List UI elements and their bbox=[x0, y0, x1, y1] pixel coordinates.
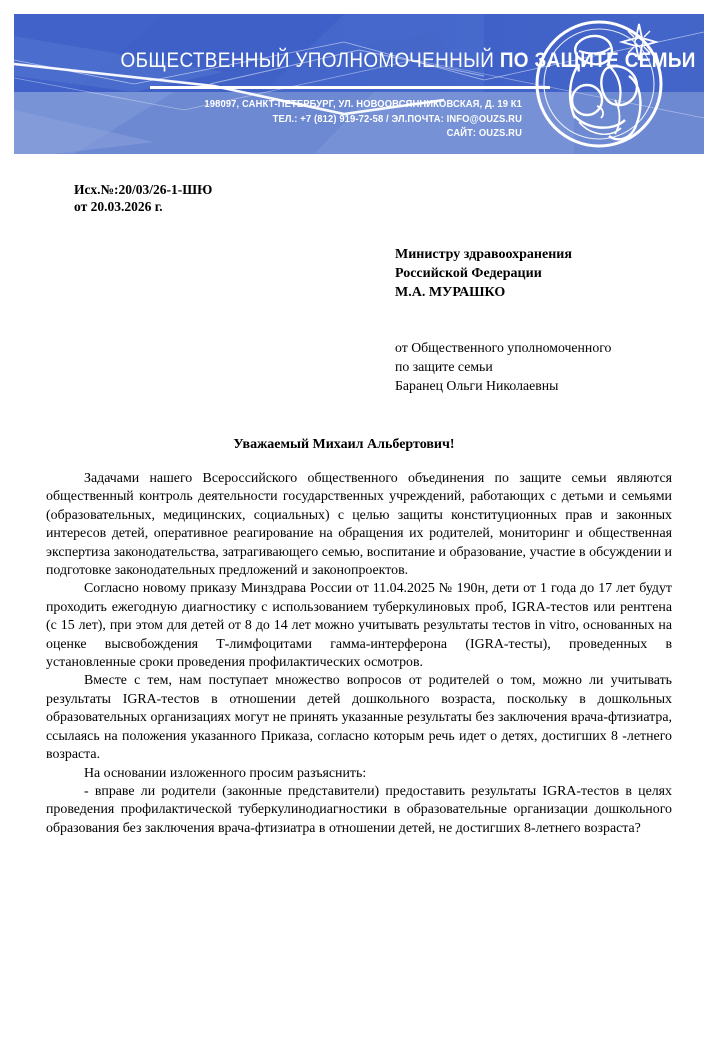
body-paragraph-3: Вместе с тем, нам поступает множество вопросов от родителей о том, можно ли учитывать результаты IGRA-тестов в отношении детей дошкольного возраста, поскольку в дошкольных образовательных организациях могут не принять указанные результаты без заключения врача-фтизиатра, ссылаясь на положения указанного Приказа, согласно которым речь идет о детях, достигших 8 -летнего возраста. bbox=[46, 673, 672, 763]
salutation: Уважаемый Михаил Альбертович! bbox=[233, 437, 455, 452]
sender-line-1: от Общественного уполномоченного bbox=[395, 340, 612, 355]
document-body bbox=[0, 182, 718, 838]
letter-body bbox=[46, 470, 672, 838]
phone-email-line: ТЕЛ.: +7 (812) 919-72-58 / ЭЛ.ПОЧТА: INFO@OUZS.RU bbox=[272, 113, 522, 125]
organization-title-bold: ПО ЗАЩИТЕ СЕМЬИ bbox=[499, 48, 696, 72]
outgoing-number: Исх.№:20/03/26-1-ШЮ bbox=[74, 182, 213, 197]
letterhead-banner bbox=[14, 14, 704, 154]
addressee-name: М.А. МУРАШКО bbox=[395, 285, 506, 300]
outgoing-reference-block bbox=[46, 182, 672, 215]
sender-name: Баранец Ольги Николаевны bbox=[395, 378, 559, 393]
letterhead-contacts bbox=[191, 98, 522, 142]
title-divider-rule bbox=[150, 86, 550, 89]
organization-title-light: ОБЩЕСТВЕННЫЙ УПОЛНОМОЧЕННЫЙ bbox=[120, 48, 500, 72]
addressee-block bbox=[46, 245, 672, 302]
organization-title bbox=[120, 48, 696, 73]
website-line: САЙТ: OUZS.RU bbox=[446, 128, 522, 139]
outgoing-date: от 20.03.2026 г. bbox=[74, 198, 163, 214]
sender-block bbox=[46, 338, 672, 395]
body-paragraph-2: Согласно новому приказу Минздрава России от 11.04.2025 № 190н, дети от 1 года до 17 лет будут проходить ежегодную диагностику с использованием туберкулиновых проб, IGRA-тестов или рентгена (с 15 лет), при этом для детей от 8 до 14 лет можно учитывать результаты тестов in vitro, основанных на оценке высвобождения Т-лимфоцитами гамма-интерферона (IGRA-тесты), проведенных в установленные сроки проведения профилактических осмотров. bbox=[46, 581, 672, 671]
postal-address-line: 198097, САНКТ-ПЕТЕРБУРГ, УЛ. НОВООВСЯННИКОВСКАЯ, Д. 19 К1 bbox=[204, 99, 522, 110]
addressee-line-2: Российской Федерации bbox=[395, 266, 542, 281]
sender-line-2: по защите семьи bbox=[395, 359, 493, 374]
addressee-line-1: Министру здравоохранения bbox=[395, 247, 572, 262]
body-paragraph-5: - вправе ли родители (законные представители) предоставить результаты IGRA-тестов в целях проведения профилактической туберкулинодиагностики в образовательные организации дошкольного образования без заключения врача-фтизиатра в отношении детей, не достигших 8-летнего возраста? bbox=[46, 783, 672, 836]
body-paragraph-1: Задачами нашего Всероссийского общественного объединения по защите семьи являются общественный контроль деятельности государственных учреждений, работающих с детьми и семьями (образовательных, медицинских, социальных) с целью защиты конституционных прав и законных интересов детей, оперативное реагирование на обращения их родителей, мониторинг и общественная экспертиза законодательства, затрагивающего семью, воспитание и образование, участие в обсуждении и подготовке законодательных предложений и законопроектов. bbox=[46, 471, 672, 579]
body-paragraph-4: На основании изложенного просим разъяснить: bbox=[84, 765, 367, 781]
